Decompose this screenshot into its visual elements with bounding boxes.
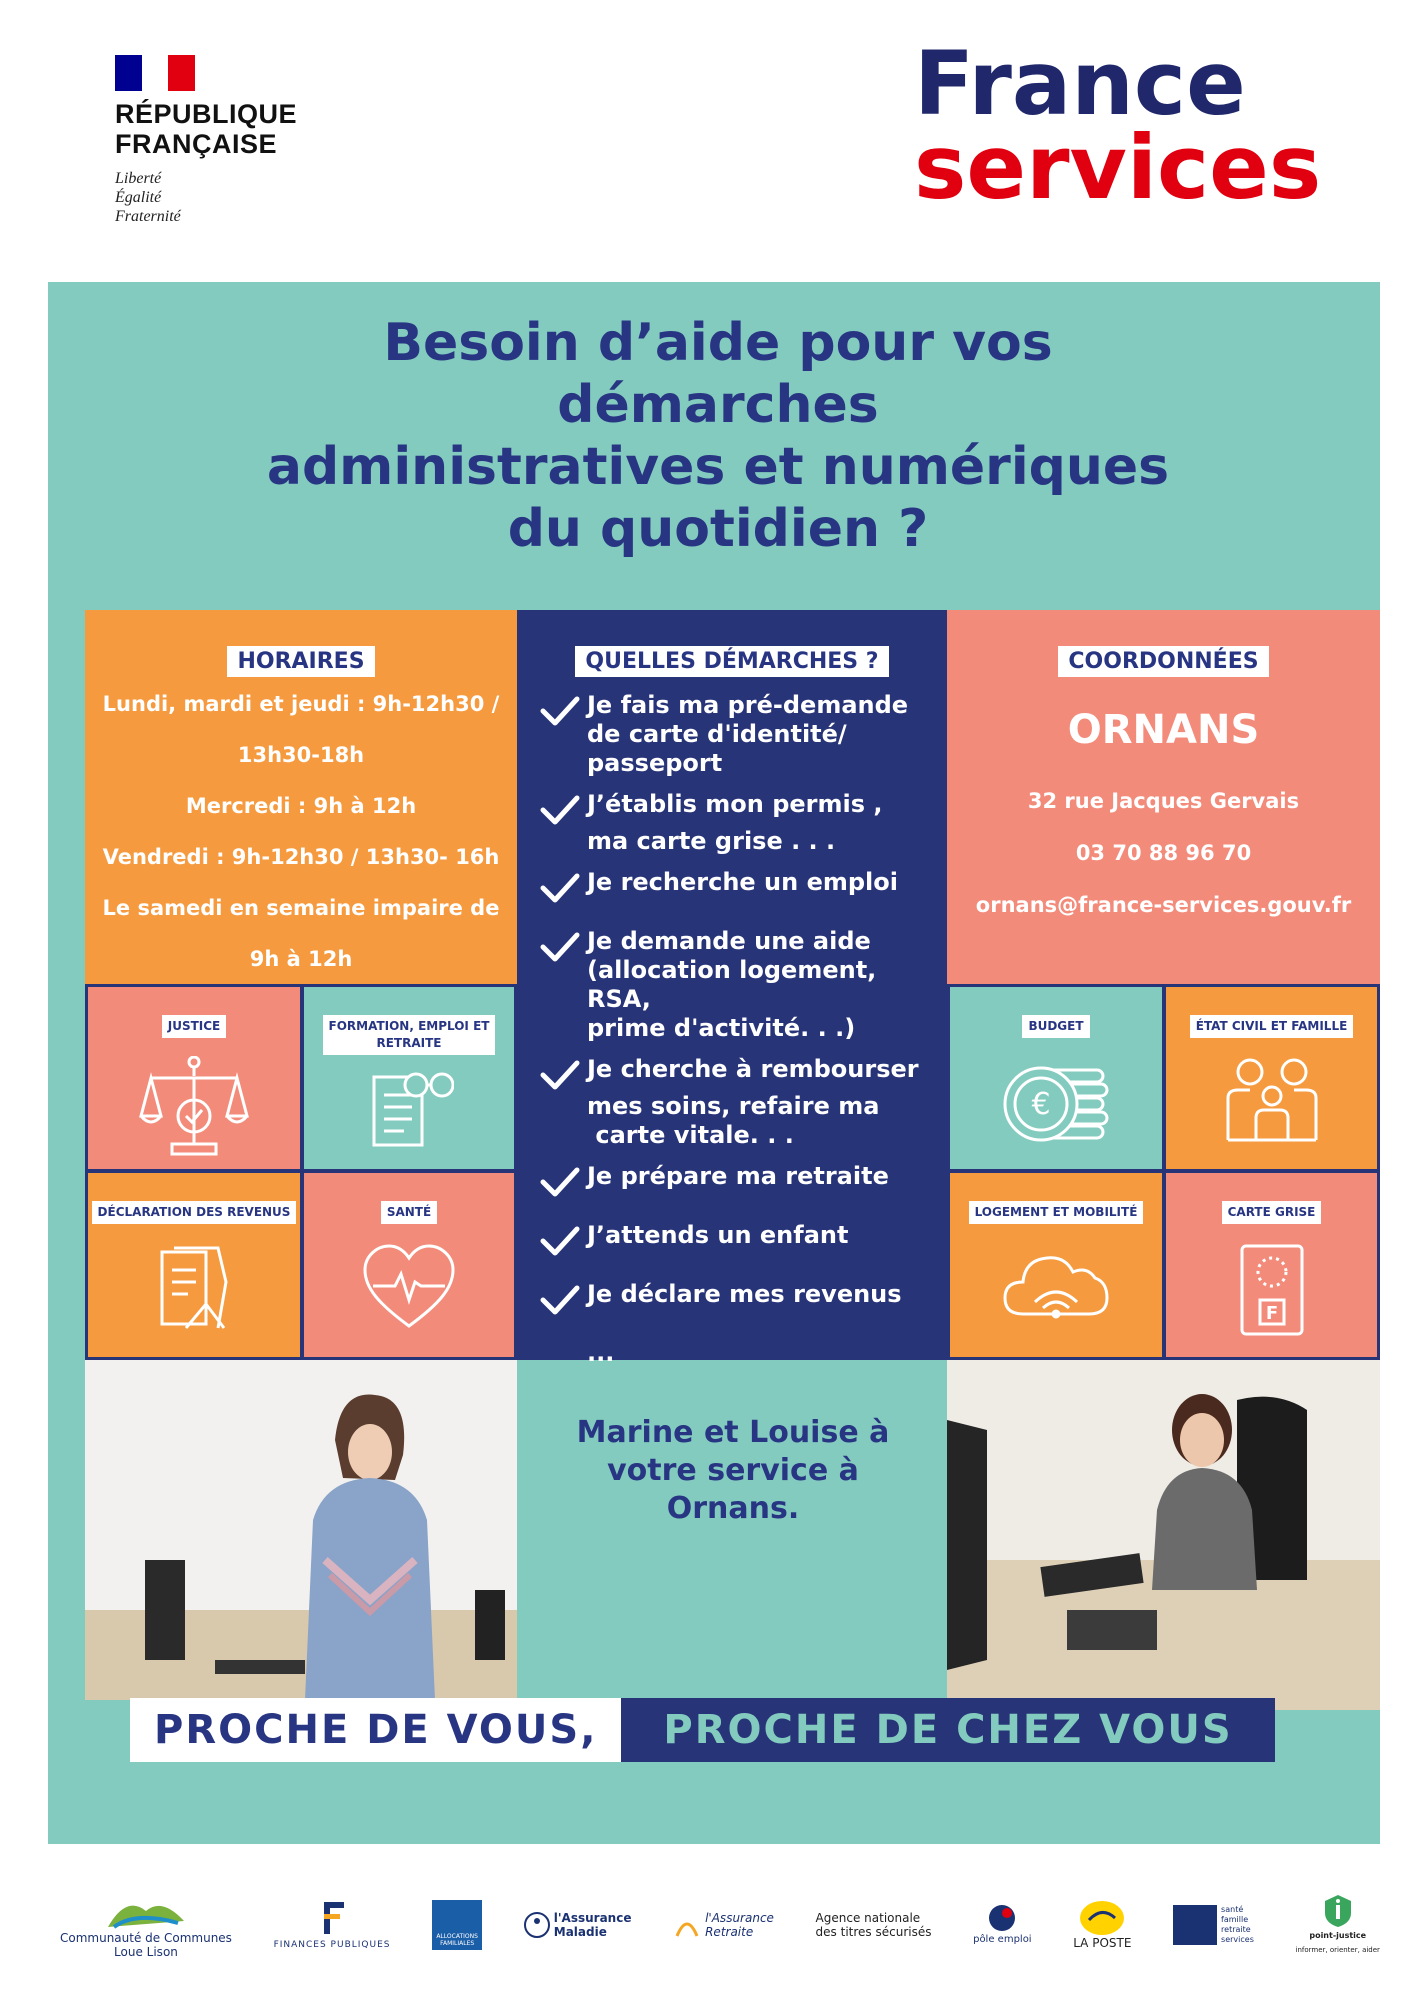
family-icon [1222, 1056, 1322, 1146]
logo-text: services [1221, 1935, 1254, 1944]
logo-msa [1173, 1905, 1254, 1945]
tagline-right: PROCHE DE CHEZ VOUS [621, 1698, 1274, 1762]
logo-text: Loue Lison [114, 1945, 178, 1959]
item-text: J’attends un enfant [587, 1221, 849, 1249]
retraite-icon [673, 1910, 701, 1940]
item-text: Je recherche un emploi [587, 868, 898, 896]
tile-logement [947, 1170, 1165, 1360]
list-item [537, 1280, 947, 1327]
tile-label: CARTE GRISE [1222, 1201, 1322, 1224]
tile-carte-grise [1163, 1170, 1380, 1360]
tile-label-line: RETRAITE [376, 1036, 442, 1050]
logo-point-justice [1296, 1893, 1380, 1957]
horaires-line: Mercredi : 9h à 12h [185, 794, 417, 818]
caption-line: votre service à [607, 1453, 859, 1488]
logo-ants [816, 1911, 932, 1939]
coins-icon [1001, 1056, 1111, 1146]
check-icon [537, 1280, 587, 1327]
registration-card-icon [1232, 1242, 1312, 1338]
logo-text: retraite [1221, 1925, 1251, 1934]
tagline [130, 1698, 1275, 1762]
logo-text: FINANCES PUBLIQUES [273, 1940, 391, 1950]
tile-budget [947, 984, 1165, 1172]
document-glasses-icon [364, 1065, 454, 1155]
republic-line-2: FRANÇAISE [115, 129, 278, 159]
partner-logos [60, 1870, 1380, 1980]
person-at-desk-illustration [85, 1360, 517, 1700]
logo-text: des titres sécurisés [815, 1925, 932, 1939]
tile-label: BUDGET [1022, 1015, 1089, 1038]
coordonnees-box [947, 610, 1380, 984]
cloud-wifi-icon [1001, 1242, 1111, 1332]
logo-assurance-retraite [673, 1910, 774, 1940]
la-poste-icon [1079, 1900, 1125, 1936]
finances-icon [312, 1898, 352, 1938]
logo-text: l'Assurance [553, 1911, 632, 1925]
caption-line: Marine et Louise à [576, 1415, 890, 1450]
scales-icon [139, 1056, 249, 1166]
person-at-computer-illustration [947, 1360, 1380, 1710]
documents-icon [144, 1242, 244, 1332]
item-text: Je prépare ma retraite [587, 1162, 889, 1190]
logo-pole-emploi [973, 1903, 1032, 1947]
item-text: carte vitale. . . [587, 1121, 794, 1149]
photo-louise [947, 1360, 1380, 1710]
tile-label: ÉTAT CIVIL ET FAMILLE [1190, 1015, 1354, 1038]
staff-caption [518, 1414, 948, 1528]
svg-text:€: € [1031, 1087, 1051, 1122]
email: ornans@france-services.gouv.fr [975, 893, 1352, 917]
item-text: Je fais ma pré-demande [587, 691, 909, 719]
caf-badge [432, 1900, 482, 1950]
check-icon [537, 1055, 587, 1150]
headline-line: Besoin d’aide pour vos démarches [383, 313, 1053, 435]
logo-text: Agence nationale [815, 1911, 921, 1925]
tile-formation [301, 984, 517, 1172]
logo-text: pôle emploi [973, 1934, 1032, 1945]
horaires-line: Vendredi : 9h-12h30 / 13h30- 16h [102, 845, 500, 869]
tile-label: LOGEMENT ET MOBILITÉ [969, 1201, 1144, 1224]
republic-line-1: RÉPUBLIQUE [115, 99, 298, 129]
logo-text: informer, orienter, aider [1295, 1946, 1380, 1954]
item-text: de carte d'identité/ [587, 720, 847, 748]
tile-label: SANTÉ [381, 1201, 437, 1224]
list-item [537, 1055, 947, 1150]
logo-text: l'Assurance [705, 1911, 774, 1925]
photo-marine [85, 1360, 517, 1700]
item-text: Je demande une aide [587, 927, 871, 955]
france-services-logo [914, 32, 1322, 219]
tile-etat-civil [1163, 984, 1380, 1172]
motto-egalite: Égalité [115, 189, 162, 206]
logo-finances-publiques [274, 1898, 391, 1952]
svg-text:F: F [1265, 1303, 1278, 1324]
item-text: mes soins, refaire ma [587, 1092, 880, 1120]
check-icon [537, 1162, 587, 1209]
list-item [537, 1162, 947, 1209]
headline-line: du quotidien ? [507, 499, 929, 559]
demarches-list [517, 691, 947, 1327]
tile-declaration [85, 1170, 303, 1360]
tagline-left: PROCHE DE VOUS, [130, 1698, 621, 1762]
logo-text: ALLOCATIONS [436, 1933, 478, 1940]
logo-ccll [60, 1891, 232, 1959]
horaires-title: HORAIRES [227, 646, 374, 677]
item-text: (allocation logement, RSA, [587, 956, 877, 1013]
check-icon [537, 1221, 587, 1268]
flag-icon [115, 55, 195, 91]
tile-label-line: FORMATION, EMPLOI ET [328, 1019, 490, 1033]
check-icon [537, 790, 587, 856]
logo-text: FAMILIALES [440, 1940, 475, 1947]
horaires-line: Lundi, mardi et jeudi : 9h-12h30 / [102, 692, 500, 716]
list-item [537, 927, 947, 1043]
tile-sante [301, 1170, 517, 1360]
horaires-line: 9h à 12h [249, 947, 353, 971]
motto-liberte: Liberté [115, 170, 162, 187]
motto-fraternite: Fraternité [115, 208, 181, 225]
list-item [537, 868, 947, 915]
horaires-line: Le samedi en semaine impaire de [102, 896, 500, 920]
logo-assurance-maladie [524, 1911, 632, 1939]
item-text: passeport [587, 749, 723, 777]
point-justice-icon [1323, 1893, 1353, 1929]
tile-label: DÉCLARATION DES REVENUS [92, 1201, 297, 1224]
logo-caf [432, 1900, 482, 1950]
phone: 03 70 88 96 70 [1075, 841, 1252, 865]
check-icon [537, 927, 587, 1043]
logo-text: LA POSTE [1073, 1936, 1132, 1950]
logo-text: point-justice [1309, 1931, 1367, 1940]
republique-francaise-logo [115, 55, 297, 226]
main-panel [48, 282, 1380, 1844]
heart-icon [359, 1242, 459, 1332]
item-text: Je déclare mes revenus [587, 1280, 902, 1308]
item-text: ma carte grise . . . [587, 827, 836, 855]
horaires-box [85, 610, 517, 984]
headline-line: administratives et numériques [266, 437, 1170, 497]
brand-services: services [914, 116, 1322, 219]
demarches-title: QUELLES DÉMARCHES ? [575, 646, 888, 677]
check-icon [537, 691, 587, 778]
more-dots: ... [587, 1339, 615, 1367]
horaires-line: 13h30-18h [237, 743, 365, 767]
check-icon [537, 868, 587, 915]
tile-label: JUSTICE [162, 1015, 227, 1038]
tile-justice [85, 984, 303, 1172]
address: 32 rue Jacques Gervais [1027, 789, 1300, 813]
list-item [537, 691, 947, 778]
item-text: Je cherche à rembourser [587, 1055, 919, 1083]
logo-text: Communauté de Communes [60, 1931, 232, 1945]
city-name: ORNANS [1067, 707, 1260, 753]
brand-france: France [914, 32, 1246, 135]
logo-text: famille [1221, 1915, 1249, 1924]
logo-text: Retraite [705, 1925, 754, 1939]
list-item [537, 1221, 947, 1268]
list-item [537, 790, 947, 856]
ameli-icon [524, 1912, 550, 1938]
headline [228, 312, 1208, 560]
hills-icon [106, 1891, 186, 1931]
logo-text: santé [1221, 1905, 1244, 1914]
item-text: prime d'activité. . .) [587, 1014, 856, 1042]
logo-text: Maladie [553, 1925, 607, 1939]
msa-badge [1173, 1905, 1217, 1945]
caption-line: Ornans. [666, 1491, 800, 1526]
item-text: J’établis mon permis , [587, 790, 883, 818]
coordonnees-title: COORDONNÉES [1058, 646, 1268, 677]
demarches-box [517, 610, 947, 1367]
tile-label [323, 1015, 496, 1055]
logo-la-poste [1073, 1900, 1131, 1950]
pole-emploi-icon [987, 1903, 1017, 1933]
